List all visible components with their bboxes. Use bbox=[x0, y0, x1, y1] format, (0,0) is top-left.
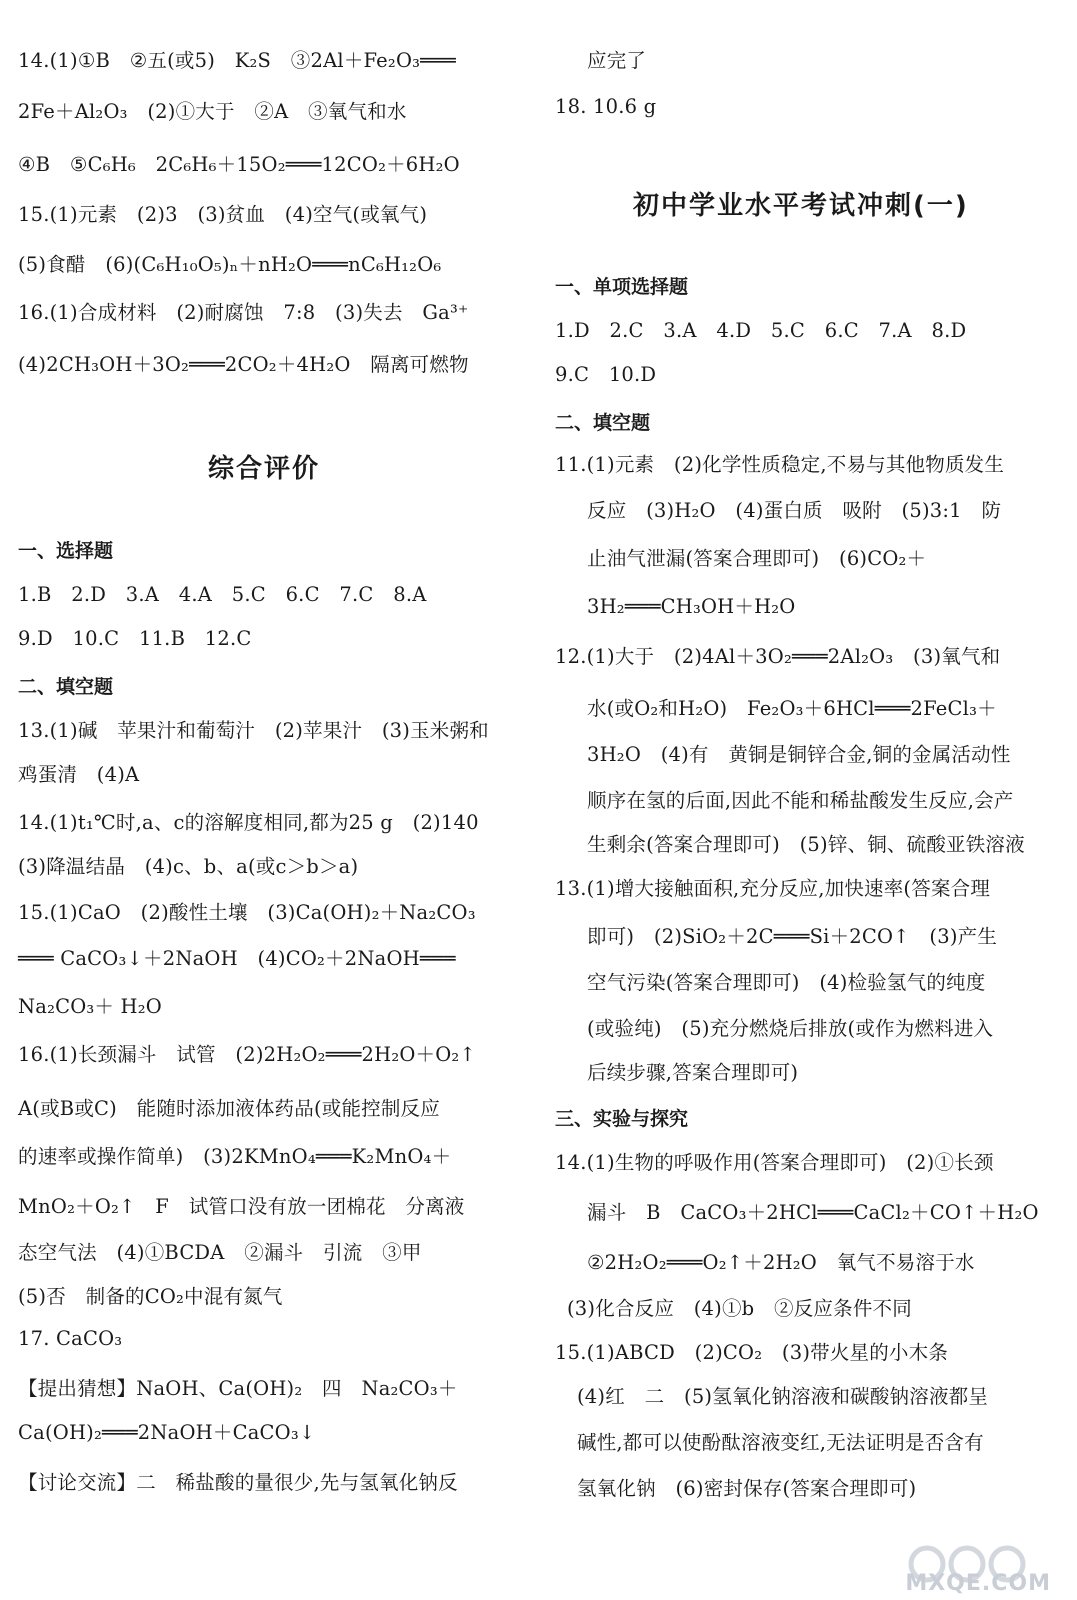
answer-line: 13.(1)碱 苹果汁和葡萄汁 (2)苹果汁 (3)玉米粥和 bbox=[18, 719, 489, 742]
answer-line: 13.(1)增大接触面积,充分反应,加快速率(答案合理 bbox=[555, 877, 991, 900]
answer-line: 水(或O₂和H₂O) Fe₂O₃＋6HCl═══2FeCl₃＋ bbox=[587, 697, 997, 720]
watermark-text: MXQE.COM bbox=[905, 1571, 1051, 1596]
answer-line: 反应 (3)H₂O (4)蛋白质 吸附 (5)3:1 防 bbox=[587, 499, 1002, 522]
answer-line: ④B ⑤C₆H₆ 2C₆H₆＋15O₂═══12CO₂＋6H₂O bbox=[18, 153, 460, 176]
section-heading: 二、填空题 bbox=[18, 676, 114, 698]
answer-line: (4)2CH₃OH＋3O₂═══2CO₂＋4H₂O 隔离可燃物 bbox=[18, 353, 469, 376]
section-heading: 三、实验与探究 bbox=[555, 1108, 689, 1130]
answer-line: 生剩余(答案合理即可) (5)锌、铜、硫酸亚铁溶液 bbox=[587, 833, 1025, 856]
section-heading: 一、选择题 bbox=[18, 540, 114, 562]
answer-line: 漏斗 B CaCO₃＋2HCl═══CaCl₂＋CO↑＋H₂O bbox=[587, 1201, 1039, 1224]
section-heading: 一、单项选择题 bbox=[555, 276, 689, 298]
answer-line: 16.(1)长颈漏斗 试管 (2)2H₂O₂═══2H₂O＋O₂↑ bbox=[18, 1043, 476, 1066]
answer-line: 的速率或操作简单) (3)2KMnO₄═══K₂MnO₄＋ bbox=[18, 1145, 452, 1168]
answer-line: 止油气泄漏(答案合理即可) (6)CO₂＋ bbox=[587, 547, 927, 570]
answer-line: 9.D 10.C 11.B 12.C bbox=[18, 627, 252, 650]
answer-line: 12.(1)大于 (2)4Al＋3O₂═══2Al₂O₃ (3)氧气和 bbox=[555, 645, 1001, 668]
answer-line: 鸡蛋清 (4)A bbox=[18, 763, 140, 786]
answer-line: 17. CaCO₃ bbox=[18, 1327, 123, 1350]
answer-line: (5)否 制备的CO₂中混有氮气 bbox=[18, 1285, 283, 1308]
section-heading: 二、填空题 bbox=[555, 412, 651, 434]
answer-line: 15.(1)元素 (2)3 (3)贫血 (4)空气(或氧气) bbox=[18, 203, 428, 226]
answer-line: ═══ CaCO₃↓＋2NaOH (4)CO₂＋2NaOH═══ bbox=[18, 947, 456, 970]
answer-line: 即可) (2)SiO₂＋2C═══Si＋2CO↑ (3)产生 bbox=[587, 925, 998, 948]
answer-line: ②2H₂O₂═══O₂↑＋2H₂O 氧气不易溶于水 bbox=[587, 1251, 975, 1274]
answer-line: 1.D 2.C 3.A 4.D 5.C 6.C 7.A 8.D bbox=[555, 319, 967, 342]
answer-line: (5)食醋 (6)(C₆H₁₀O₅)ₙ＋nH₂O═══nC₆H₁₂O₆ bbox=[18, 253, 442, 276]
answer-line: 空气污染(答案合理即可) (4)检验氢气的纯度 bbox=[587, 971, 986, 994]
answer-line: 碱性,都可以使酚酞溶液变红,无法证明是否含有 bbox=[577, 1431, 984, 1454]
answer-line: 15.(1)ABCD (2)CO₂ (3)带火星的小木条 bbox=[555, 1341, 949, 1364]
answer-line: 14.(1)t₁℃时,a、c的溶解度相同,都为25 g (2)140 bbox=[18, 811, 479, 834]
answer-line: 2Fe＋Al₂O₃ (2)①大于 ②A ③氧气和水 bbox=[18, 100, 407, 123]
answer-line: 14.(1)①B ②五(或5) K₂S ③2Al＋Fe₂O₃═══ bbox=[18, 49, 456, 72]
answer-line: MnO₂＋O₂↑ F 试管口没有放一团棉花 分离液 bbox=[18, 1195, 465, 1218]
answer-line: 后续步骤,答案合理即可) bbox=[587, 1061, 799, 1084]
answer-line: 1.B 2.D 3.A 4.A 5.C 6.C 7.C 8.A bbox=[18, 583, 427, 606]
answer-line: 18. 10.6 g bbox=[555, 95, 657, 118]
section-title: 综合评价 bbox=[208, 454, 321, 484]
section-title: 初中学业水平考试冲刺(一) bbox=[633, 191, 969, 221]
answer-line: 应完了 bbox=[587, 49, 647, 72]
answer-line: Na₂CO₃＋ H₂O bbox=[18, 995, 162, 1018]
answer-line: 16.(1)合成材料 (2)耐腐蚀 7:8 (3)失去 Ga³⁺ bbox=[18, 301, 469, 324]
answer-line: 11.(1)元素 (2)化学性质稳定,不易与其他物质发生 bbox=[555, 453, 1005, 476]
answer-line: 顺序在氢的后面,因此不能和稀盐酸发生反应,会产 bbox=[587, 789, 1014, 812]
answer-line: 【提出猜想】NaOH、Ca(OH)₂ 四 Na₂CO₃＋ bbox=[18, 1377, 458, 1400]
answer-line: 【讨论交流】二 稀盐酸的量很少,先与氢氧化钠反 bbox=[18, 1471, 458, 1494]
answer-line: (3)化合反应 (4)①b ②反应条件不同 bbox=[567, 1297, 912, 1320]
answer-line: (或验纯) (5)充分燃烧后排放(或作为燃料进入 bbox=[587, 1017, 994, 1040]
answer-line: (4)红 二 (5)氢氧化钠溶液和碳酸钠溶液都呈 bbox=[577, 1385, 989, 1408]
answer-line: Ca(OH)₂═══2NaOH＋CaCO₃↓ bbox=[18, 1421, 316, 1444]
answer-line: 3H₂═══CH₃OH＋H₂O bbox=[587, 595, 796, 618]
answer-line: 15.(1)CaO (2)酸性土壤 (3)Ca(OH)₂＋Na₂CO₃ bbox=[18, 901, 476, 924]
answer-line: 氢氧化钠 (6)密封保存(答案合理即可) bbox=[577, 1477, 917, 1500]
answer-line: 态空气法 (4)①BCDA ②漏斗 引流 ③甲 bbox=[18, 1241, 422, 1264]
answer-line: 3H₂O (4)有 黄铜是铜锌合金,铜的金属活动性 bbox=[587, 743, 1011, 766]
answer-line: (3)降温结晶 (4)c、b、a(或c＞b＞a) bbox=[18, 855, 359, 878]
answer-line: 14.(1)生物的呼吸作用(答案合理即可) (2)①长颈 bbox=[555, 1151, 994, 1174]
answer-line: 9.C 10.D bbox=[555, 363, 657, 386]
answer-line: A(或B或C) 能随时添加液体药品(或能控制反应 bbox=[18, 1097, 440, 1120]
